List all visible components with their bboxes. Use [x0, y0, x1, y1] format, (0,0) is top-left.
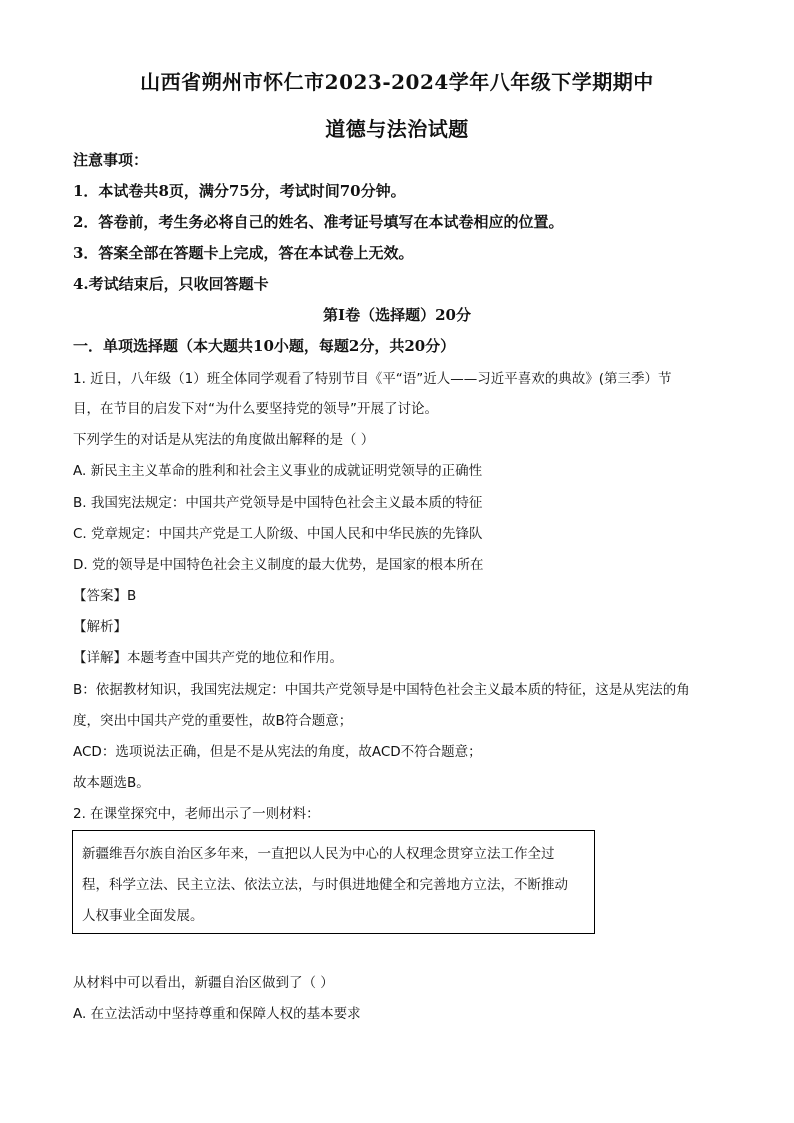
q2-stem: 2. 在课堂探究中，老师出示了一则材料：	[73, 806, 320, 822]
notice-heading: 注意事项：	[73, 151, 149, 169]
notice-item: 2．答卷前，考生务必将自己的姓名、准考证号填写在本试卷相应的位置。	[73, 213, 564, 231]
notice-item: 1．本试卷共8页，满分75分，考试时间70分钟。	[73, 182, 406, 200]
q1-explanation: 度，突出中国共产党的重要性，故B符合题意；	[73, 713, 353, 729]
q1-analysis-label: 【解析】	[73, 619, 127, 635]
q2-material-line: 新疆维吾尔族自治区多年来，一直把以人民为中心的人权理念贯穿立法工作全过	[82, 846, 555, 862]
q1-stem: 1. 近日，八年级（1）班全体同学观看了特别节目《平“语”近人——习近平喜欢的典故》(第三季）节	[73, 371, 672, 387]
q1-option-c: C. 党章规定：中国共产党是工人阶级、中国人民和中华民族的先锋队	[73, 526, 483, 542]
q2-material-line: 人权事业全面发展。	[82, 908, 204, 924]
q2-question: 从材料中可以看出，新疆自治区做到了（ ）	[73, 975, 334, 991]
q1-stem: 目，在节目的启发下对“为什么要坚持党的领导”开展了讨论。	[73, 401, 438, 417]
q2-option-a: A. 在立法活动中坚持尊重和保障人权的基本要求	[73, 1006, 361, 1022]
notice-item: 3．答案全部在答题卡上完成，答在本试卷上无效。	[73, 244, 414, 262]
q2-material-box	[72, 830, 595, 934]
q1-explanation: ACD：选项说法正确，但是不是从宪法的角度，故ACD不符合题意；	[73, 744, 482, 760]
q1-conclusion: 故本题选B。	[73, 775, 150, 791]
exam-title: 山西省朔州市怀仁市2023-2024学年八年级下学期期中	[140, 70, 654, 94]
part-title: 第Ⅰ卷（选择题）20分	[323, 306, 471, 324]
section-title: 一．单项选择题（本大题共10小题，每题2分，共20分）	[73, 337, 456, 355]
q1-stem: 下列学生的对话是从宪法的角度做出解释的是（ ）	[73, 432, 375, 448]
q1-explanation: B：依据教材知识，我国宪法规定：中国共产党领导是中国特色社会主义最本质的特征，这是从宪法的角	[73, 682, 690, 698]
q1-option-a: A. 新民主主义革命的胜利和社会主义事业的成就证明党领导的正确性	[73, 463, 483, 479]
q1-option-b: B. 我国宪法规定：中国共产党领导是中国特色社会主义最本质的特征	[73, 495, 483, 511]
q2-material-line: 程，科学立法、民主立法、依法立法，与时俱进地健全和完善地方立法，不断推动	[82, 877, 568, 893]
exam-subject-title: 道德与法治试题	[325, 117, 469, 141]
notice-item: 4.考试结束后，只收回答题卡	[73, 275, 269, 293]
q1-answer: 【答案】B	[73, 588, 137, 604]
q1-detail: 【详解】本题考查中国共产党的地位和作用。	[73, 650, 343, 666]
q1-option-d: D. 党的领导是中国特色社会主义制度的最大优势，是国家的根本所在	[73, 557, 484, 573]
